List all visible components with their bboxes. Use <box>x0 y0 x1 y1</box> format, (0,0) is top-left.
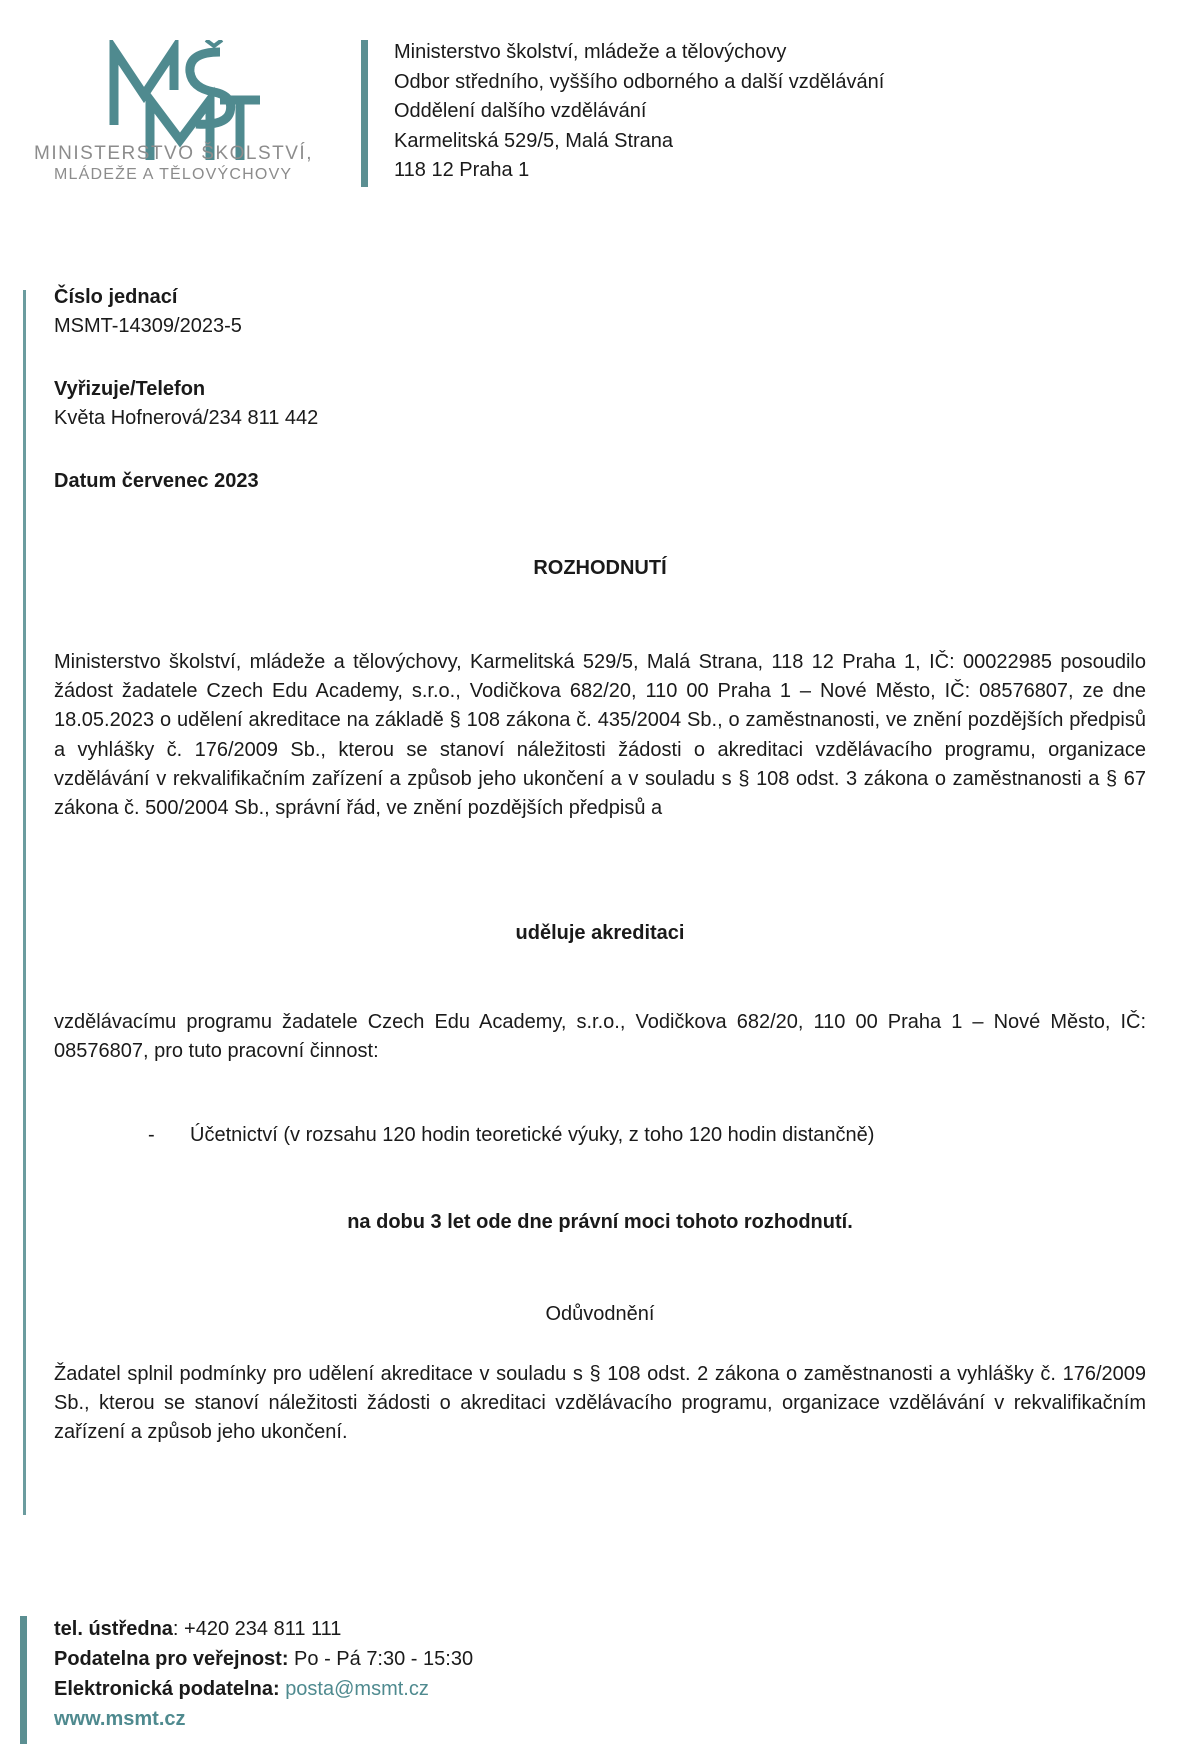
document-date: Datum červenec 2023 <box>54 470 259 492</box>
reference-value: MSMT-14309/2023-5 <box>54 315 242 337</box>
header-divider <box>361 40 368 187</box>
address-line: 118 12 Praha 1 <box>394 159 530 181</box>
program-item: Účetnictví (v rozsahu 120 hodin teoretické výuky, z toho 120 hodin distančně) <box>190 1124 875 1146</box>
footer-phone-value: : +420 234 811 111 <box>172 1618 342 1640</box>
reference-label: Číslo jednací <box>54 286 178 308</box>
logo-text-line2: MLÁDEŽE A TĚLOVÝCHOVY <box>54 166 293 183</box>
contact-value: Květa Hofnerová/234 811 442 <box>54 407 319 429</box>
address-line: Karmelitská 529/5, Malá Strana <box>394 129 674 152</box>
bullet-marker: - <box>148 1124 155 1146</box>
left-margin-rule <box>23 290 26 1515</box>
footer-website-link[interactable]: www.msmt.cz <box>54 1708 186 1730</box>
sender-address <box>394 38 884 186</box>
footer-eoffice-label: Elektronická podatelna: <box>54 1678 280 1700</box>
footer-office <box>54 1644 473 1674</box>
reference-number-block <box>54 283 242 341</box>
contact-label: Vyřizuje/Telefon <box>54 378 206 400</box>
accreditation-duration: na dobu 3 let ode dne právní moci tohoto rozhodnutí. <box>347 1211 853 1233</box>
address-line: Oddělení dalšího vzdělávání <box>394 100 647 122</box>
footer-contacts <box>54 1614 473 1734</box>
address-line: Odbor středního, vyššího odborného a další vzdělávání <box>394 70 885 93</box>
reasoning-heading: Odůvodnění <box>545 1303 655 1325</box>
grant-heading: uděluje akreditaci <box>515 922 685 944</box>
contact-block <box>54 375 318 433</box>
footer-email-link[interactable]: posta@msmt.cz <box>285 1678 429 1700</box>
msmt-logo-mark <box>30 40 342 190</box>
footer-office-hours: Po - Pá 7:30 - 15:30 <box>288 1648 474 1670</box>
footer-divider <box>20 1616 27 1744</box>
footer-eoffice <box>54 1674 473 1704</box>
footer-office-label: Podatelna pro veřejnost: <box>54 1648 289 1670</box>
footer-phone-label: tel. ústředna <box>54 1618 173 1640</box>
decision-paragraph-2: vzdělávacímu programu žadatele Czech Edu Academy, s.r.o., Vodičkova 682/20, 110 00 Praha 1 – Nové Město, IČ: 08576807, pro tuto pracovní činnost: <box>54 1011 1146 1063</box>
decision-title: ROZHODNUTÍ <box>533 557 667 579</box>
decision-paragraph-1: Ministerstvo školství, mládeže a tělovýchovy, Karmelitská 529/5, Malá Strana, 118 12 Praha 1, IČ: 00022985 posoudilo žádost žadatele Czech Edu Academy, s.r.o., Vodičkova 682/20, 110 00 Praha 1 – Nové Město, IČ: 08576807, ze dne 18.05.2023 o udělení akreditace na základě § 108 zákona č. 435/2004 Sb., o zaměstnanosti, ve znění pozdějších předpisů a vyhlášky č. 176/2009 Sb., kterou se stanoví náležitosti žádosti o akreditaci vzdělávacího programu, organizace vzdělávání v rekvalifikačním zařízení a způsob jeho ukončení a v souladu s § 108 odst. 3 zákona o zaměstnanosti a § 67 zákona č. 500/2004 Sb., správní řád, ve znění pozdějších předpisů a <box>54 651 1146 820</box>
footer-phone <box>54 1614 473 1644</box>
address-line: Ministerstvo školství, mládeže a tělovýchovy <box>394 41 787 63</box>
ministry-logo <box>30 40 342 190</box>
reasoning-paragraph: Žadatel splnil podmínky pro udělení akreditace v souladu s § 108 odst. 2 zákona o zaměstnanosti a vyhlášky č. 176/2009 Sb., kterou se stanoví náležitosti žádosti o akreditaci vzdělávacího programu, organizace vzdělávání v rekvalifikačním zařízení a způsob jeho ukončení. <box>54 1363 1146 1444</box>
logo-text-line1: MINISTERSTVO ŠKOLSTVÍ, <box>34 143 313 164</box>
